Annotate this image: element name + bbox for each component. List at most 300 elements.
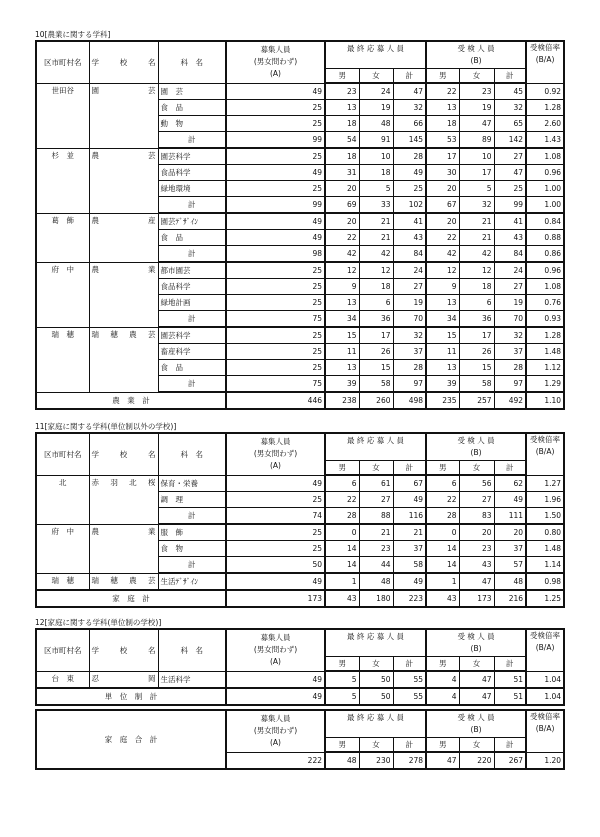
school-name: 瑞穂農芸: [91, 575, 156, 585]
applicants-total-cell: 84: [393, 246, 426, 263]
quota-cell: 25: [226, 181, 325, 197]
school-name: 農業: [91, 264, 156, 274]
section-title: 10[農業に関する学科]: [35, 30, 111, 39]
applicants-male-cell: 69: [325, 197, 359, 214]
ward-cell: 世田谷: [36, 83, 89, 148]
quota-header-line: (男女問わず): [253, 726, 298, 736]
quota-header-line: 募集人員: [260, 45, 291, 55]
applicants-male-cell: 15: [325, 327, 359, 344]
ratio-cell: 1.00: [526, 181, 564, 197]
ratio-cell: 0.84: [526, 213, 564, 230]
examinees-female-cell: 21: [459, 213, 494, 230]
applicants-female-cell: 33: [359, 197, 393, 214]
ratio-cell: 1.43: [526, 132, 564, 149]
quota-cell: 173: [226, 590, 325, 607]
examinees-total-cell: 37: [494, 541, 526, 557]
examinees-female-cell: 27: [459, 492, 494, 508]
examinees-male-cell: 6: [426, 475, 459, 492]
applicants-total-cell: 25: [393, 181, 426, 197]
column-header-ward: 区市町村名: [36, 433, 89, 475]
quota-cell: 49: [226, 165, 325, 181]
subtotal-label: 計: [158, 508, 226, 525]
examinees-female-cell: 47: [459, 688, 494, 705]
section-title: 12[家庭に関する学科(単位制の学校)]: [35, 618, 162, 627]
total-row: [36, 392, 564, 409]
quota-cell: 25: [226, 327, 325, 344]
column-header-applicants-female: 女: [359, 69, 393, 84]
column-header-examinees-total: 計: [494, 657, 526, 672]
column-header-examinees-female: 女: [459, 69, 494, 84]
applicants-total-cell: 58: [393, 557, 426, 574]
column-header-examinees-total: 計: [494, 69, 526, 84]
column-header-examinees: [426, 710, 526, 738]
ratio-cell: 0.98: [526, 573, 564, 590]
ratio-cell: 1.28: [526, 327, 564, 344]
examinees-header-line: (B): [470, 448, 482, 457]
column-header-school: [89, 41, 158, 83]
applicants-total-cell: 278: [393, 752, 426, 769]
subtotal-label: 計: [158, 246, 226, 263]
applicants-total-cell: 24: [393, 262, 426, 279]
column-header-school-label: 学校名: [91, 645, 156, 655]
applicants-male-cell: 54: [325, 132, 359, 149]
ratio-cell: 1.08: [526, 279, 564, 295]
applicants-female-cell: 5: [359, 181, 393, 197]
table-row: [36, 83, 564, 100]
applicants-total-cell: 32: [393, 327, 426, 344]
column-header-applicants-total: 計: [393, 69, 426, 84]
examinees-total-cell: 45: [494, 83, 526, 100]
examinees-male-cell: 4: [426, 688, 459, 705]
applicants-male-cell: 48: [325, 752, 359, 769]
examinees-female-cell: 47: [459, 116, 494, 132]
applicants-total-cell: 43: [393, 230, 426, 246]
examinees-male-cell: 39: [426, 376, 459, 393]
examinees-header-line: (B): [470, 725, 482, 734]
applicants-female-cell: 17: [359, 327, 393, 344]
section-table-0: [35, 40, 565, 410]
applicants-male-cell: 9: [325, 279, 359, 295]
examinees-female-cell: 6: [459, 295, 494, 311]
column-header-examinees: [426, 433, 526, 461]
column-header-school: [89, 629, 158, 671]
subject-cell: 服 飾: [158, 524, 226, 541]
quota-cell: 446: [226, 392, 325, 409]
examinees-total-cell: 84: [494, 246, 526, 263]
column-header-applicants-female: 女: [359, 461, 393, 476]
column-header-examinees-female: 女: [459, 738, 494, 753]
column-header-examinees-male: 男: [426, 461, 459, 476]
examinees-total-cell: 48: [494, 573, 526, 590]
applicants-male-cell: 39: [325, 376, 359, 393]
column-header-examinees-male: 男: [426, 69, 459, 84]
table-row: [36, 671, 564, 688]
examinees-male-cell: 34: [426, 311, 459, 328]
subject-cell: 食品科学: [158, 165, 226, 181]
examinees-female-cell: 89: [459, 132, 494, 149]
subject-cell: 調 理: [158, 492, 226, 508]
school-name: 農業: [91, 526, 156, 536]
ratio-cell: 1.50: [526, 508, 564, 525]
applicants-female-cell: 44: [359, 557, 393, 574]
examinees-total-cell: 111: [494, 508, 526, 525]
school-name: 瑞穂農芸: [91, 329, 156, 339]
column-header-examinees-female: 女: [459, 657, 494, 672]
applicants-female-cell: 15: [359, 360, 393, 376]
examinees-female-cell: 20: [459, 524, 494, 541]
examinees-female-cell: 17: [459, 327, 494, 344]
examinees-male-cell: 28: [426, 508, 459, 525]
examinees-male-cell: 20: [426, 213, 459, 230]
examinees-male-cell: 42: [426, 246, 459, 263]
column-header-applicants: 最 終 応 募 人 員: [325, 433, 426, 461]
applicants-total-cell: 32: [393, 100, 426, 116]
examinees-male-cell: 47: [426, 752, 459, 769]
applicants-total-cell: 70: [393, 311, 426, 328]
column-header-examinees-female: 女: [459, 461, 494, 476]
column-header-applicants-female: 女: [359, 657, 393, 672]
examinees-total-cell: 41: [494, 213, 526, 230]
quota-header-line: (男女問わず): [253, 449, 298, 459]
applicants-female-cell: 26: [359, 344, 393, 360]
ratio-cell: 1.12: [526, 360, 564, 376]
examinees-male-cell: 15: [426, 327, 459, 344]
examinees-male-cell: 17: [426, 148, 459, 165]
applicants-total-cell: 28: [393, 360, 426, 376]
applicants-total-cell: 47: [393, 83, 426, 100]
header-row: [36, 41, 564, 69]
applicants-male-cell: 13: [325, 295, 359, 311]
ratio-header-line: (B/A): [535, 724, 555, 733]
total-row: [36, 590, 564, 607]
applicants-total-cell: 41: [393, 213, 426, 230]
applicants-total-cell: 116: [393, 508, 426, 525]
ratio-cell: 0.88: [526, 230, 564, 246]
ratio-cell: 0.96: [526, 262, 564, 279]
school-name: 農芸: [91, 150, 156, 160]
header-row: [36, 710, 564, 738]
ratio-cell: 1.08: [526, 148, 564, 165]
subtotal-label: 計: [158, 557, 226, 574]
column-header-quota: [226, 629, 325, 671]
column-header-applicants-male: 男: [325, 738, 359, 753]
examinees-male-cell: 13: [426, 100, 459, 116]
table-row: [36, 148, 564, 165]
school-name: 農産: [91, 215, 156, 225]
column-header-ratio: [526, 629, 564, 671]
applicants-male-cell: 5: [325, 688, 359, 705]
applicants-female-cell: 88: [359, 508, 393, 525]
applicants-male-cell: 18: [325, 116, 359, 132]
examinees-male-cell: 4: [426, 671, 459, 688]
ratio-cell: 0.96: [526, 165, 564, 181]
column-header-ratio: [526, 41, 564, 83]
quota-cell: 49: [226, 230, 325, 246]
applicants-total-cell: 102: [393, 197, 426, 214]
examinees-female-cell: 19: [459, 100, 494, 116]
column-header-applicants-male: 男: [325, 461, 359, 476]
column-header-applicants-total: 計: [393, 657, 426, 672]
examinees-female-cell: 56: [459, 475, 494, 492]
school-name: 赤羽北桜: [91, 477, 156, 487]
applicants-female-cell: 48: [359, 573, 393, 590]
school-cell: [89, 475, 158, 524]
subject-cell: 食品科学: [158, 279, 226, 295]
quota-header-line: (A): [270, 657, 281, 667]
total-label: 単 位 制 計: [36, 688, 226, 705]
applicants-female-cell: 91: [359, 132, 393, 149]
quota-header-line: (A): [270, 69, 281, 79]
ratio-cell: 1.25: [526, 590, 564, 607]
examinees-header-line: 受 検 人 員: [457, 713, 495, 722]
quota-cell: 25: [226, 279, 325, 295]
applicants-male-cell: 43: [325, 590, 359, 607]
examinees-female-cell: 47: [459, 671, 494, 688]
ratio-cell: 1.00: [526, 197, 564, 214]
applicants-total-cell: 55: [393, 671, 426, 688]
ratio-header-line: 受検倍率: [530, 712, 561, 721]
quota-cell: 50: [226, 557, 325, 574]
table-row: [36, 475, 564, 492]
quota-cell: 25: [226, 524, 325, 541]
examinees-female-cell: 36: [459, 311, 494, 328]
examinees-female-cell: 32: [459, 197, 494, 214]
grand-total-table: [35, 709, 565, 770]
examinees-total-cell: 24: [494, 262, 526, 279]
column-header-applicants-female: 女: [359, 738, 393, 753]
quota-cell: 98: [226, 246, 325, 263]
quota-cell: 25: [226, 492, 325, 508]
ratio-cell: 0.92: [526, 83, 564, 100]
applicants-female-cell: 19: [359, 100, 393, 116]
school-cell: [89, 327, 158, 392]
column-header-subject: 科 名: [158, 629, 226, 671]
section-table-1: [35, 432, 565, 608]
applicants-female-cell: 10: [359, 148, 393, 165]
ward-cell: 府 中: [36, 262, 89, 327]
applicants-male-cell: 18: [325, 148, 359, 165]
ratio-cell: 0.76: [526, 295, 564, 311]
table-row: [36, 213, 564, 230]
applicants-female-cell: 23: [359, 541, 393, 557]
column-header-ward: 区市町村名: [36, 41, 89, 83]
examinees-male-cell: 1: [426, 573, 459, 590]
column-header-applicants-male: 男: [325, 69, 359, 84]
ward-cell: 北: [36, 475, 89, 524]
table-row: [36, 573, 564, 590]
column-header-quota: [226, 41, 325, 83]
applicants-female-cell: 42: [359, 246, 393, 263]
applicants-female-cell: 21: [359, 230, 393, 246]
column-header-applicants-total: 計: [393, 461, 426, 476]
column-header-subject: 科 名: [158, 433, 226, 475]
applicants-total-cell: 49: [393, 492, 426, 508]
school-cell: [89, 213, 158, 262]
table-row: [36, 262, 564, 279]
school-name: 園芸: [91, 85, 156, 95]
column-header-school-label: 学校名: [91, 57, 156, 67]
examinees-female-cell: 23: [459, 83, 494, 100]
applicants-female-cell: 230: [359, 752, 393, 769]
ratio-header-line: 受検倍率: [530, 43, 561, 52]
ward-cell: 台 東: [36, 671, 89, 688]
applicants-male-cell: 31: [325, 165, 359, 181]
ratio-header-line: (B/A): [535, 55, 555, 64]
examinees-female-cell: 12: [459, 262, 494, 279]
applicants-male-cell: 5: [325, 671, 359, 688]
examinees-male-cell: 14: [426, 557, 459, 574]
quota-cell: 49: [226, 573, 325, 590]
examinees-male-cell: 235: [426, 392, 459, 409]
school-cell: [89, 262, 158, 327]
ratio-cell: 1.48: [526, 344, 564, 360]
examinees-male-cell: 18: [426, 116, 459, 132]
applicants-male-cell: 13: [325, 100, 359, 116]
ratio-cell: 1.48: [526, 541, 564, 557]
applicants-total-cell: 97: [393, 376, 426, 393]
ward-cell: 府 中: [36, 524, 89, 573]
applicants-male-cell: 238: [325, 392, 359, 409]
examinees-male-cell: 9: [426, 279, 459, 295]
examinees-male-cell: 11: [426, 344, 459, 360]
ratio-cell: 1.04: [526, 688, 564, 705]
ratio-cell: 1.28: [526, 100, 564, 116]
examinees-total-cell: 142: [494, 132, 526, 149]
examinees-total-cell: 27: [494, 148, 526, 165]
quota-cell: 49: [226, 671, 325, 688]
applicants-female-cell: 61: [359, 475, 393, 492]
applicants-total-cell: 55: [393, 688, 426, 705]
ratio-cell: 1.14: [526, 557, 564, 574]
examinees-header-line: (B): [470, 56, 482, 65]
examinees-female-cell: 26: [459, 344, 494, 360]
ratio-cell: 0.93: [526, 311, 564, 328]
examinees-total-cell: 32: [494, 100, 526, 116]
quota-cell: 75: [226, 311, 325, 328]
examinees-total-cell: 99: [494, 197, 526, 214]
ratio-cell: 1.29: [526, 376, 564, 393]
header-row: [36, 629, 564, 657]
ratio-cell: 0.80: [526, 524, 564, 541]
quota-cell: 25: [226, 344, 325, 360]
examinees-header-line: 受 検 人 員: [457, 44, 495, 53]
subject-cell: 食 品: [158, 230, 226, 246]
examinees-total-cell: 51: [494, 688, 526, 705]
applicants-total-cell: 223: [393, 590, 426, 607]
ward-cell: 瑞 穂: [36, 327, 89, 392]
subject-cell: 園芸科学: [158, 148, 226, 165]
examinees-female-cell: 257: [459, 392, 494, 409]
examinees-total-cell: 20: [494, 524, 526, 541]
examinees-female-cell: 47: [459, 573, 494, 590]
column-header-applicants-male: 男: [325, 657, 359, 672]
quota-cell: 25: [226, 116, 325, 132]
column-header-applicants: 最 終 応 募 人 員: [325, 629, 426, 657]
applicants-total-cell: 498: [393, 392, 426, 409]
examinees-female-cell: 173: [459, 590, 494, 607]
examinees-female-cell: 23: [459, 541, 494, 557]
applicants-male-cell: 20: [325, 181, 359, 197]
examinees-female-cell: 220: [459, 752, 494, 769]
applicants-female-cell: 6: [359, 295, 393, 311]
applicants-female-cell: 24: [359, 83, 393, 100]
applicants-total-cell: 19: [393, 295, 426, 311]
school-cell: [89, 148, 158, 213]
ratio-header-line: (B/A): [535, 447, 555, 456]
ratio-cell: 2.60: [526, 116, 564, 132]
subject-cell: 園芸ﾃﾞｻﾞｲﾝ: [158, 213, 226, 230]
applicants-male-cell: 42: [325, 246, 359, 263]
examinees-header-line: 受 検 人 員: [457, 632, 495, 641]
column-header-quota: [226, 710, 325, 752]
examinees-total-cell: 19: [494, 295, 526, 311]
subject-cell: 食 品: [158, 100, 226, 116]
ward-cell: 葛 飾: [36, 213, 89, 262]
examinees-total-cell: 57: [494, 557, 526, 574]
applicants-total-cell: 28: [393, 148, 426, 165]
quota-cell: 49: [226, 688, 325, 705]
subtotal-label: 計: [158, 132, 226, 149]
examinees-total-cell: 97: [494, 376, 526, 393]
subject-cell: 緑地計画: [158, 295, 226, 311]
quota-header-line: (A): [270, 738, 281, 748]
examinees-male-cell: 20: [426, 181, 459, 197]
column-header-examinees: [426, 41, 526, 69]
column-header-quota: [226, 433, 325, 475]
column-header-school-label: 学校名: [91, 449, 156, 459]
applicants-male-cell: 6: [325, 475, 359, 492]
ward-cell: 杉 並: [36, 148, 89, 213]
applicants-female-cell: 21: [359, 524, 393, 541]
examinees-header-line: (B): [470, 644, 482, 653]
quota-cell: 25: [226, 148, 325, 165]
applicants-male-cell: 34: [325, 311, 359, 328]
applicants-female-cell: 12: [359, 262, 393, 279]
ratio-cell: 1.96: [526, 492, 564, 508]
examinees-female-cell: 10: [459, 148, 494, 165]
examinees-total-cell: 70: [494, 311, 526, 328]
examinees-male-cell: 53: [426, 132, 459, 149]
ratio-cell: 1.04: [526, 671, 564, 688]
examinees-total-cell: 27: [494, 279, 526, 295]
applicants-total-cell: 67: [393, 475, 426, 492]
quota-header-line: 募集人員: [260, 633, 291, 643]
quota-header-line: (A): [270, 461, 281, 471]
subtotal-label: 計: [158, 311, 226, 328]
applicants-total-cell: 37: [393, 344, 426, 360]
applicants-male-cell: 22: [325, 492, 359, 508]
column-header-examinees: [426, 629, 526, 657]
column-header-examinees-male: 男: [426, 738, 459, 753]
applicants-female-cell: 260: [359, 392, 393, 409]
quota-header-line: 募集人員: [260, 714, 291, 724]
column-header-school: [89, 433, 158, 475]
quota-cell: 99: [226, 197, 325, 214]
applicants-female-cell: 180: [359, 590, 393, 607]
applicants-male-cell: 20: [325, 213, 359, 230]
ward-cell: 瑞 穂: [36, 573, 89, 590]
quota-cell: 74: [226, 508, 325, 525]
grand-total-label: 家 庭 合 計: [36, 710, 226, 769]
examinees-female-cell: 42: [459, 246, 494, 263]
quota-header-line: 募集人員: [260, 437, 291, 447]
examinees-total-cell: 216: [494, 590, 526, 607]
examinees-total-cell: 51: [494, 671, 526, 688]
total-label: 家 庭 計: [36, 590, 226, 607]
quota-cell: 222: [226, 752, 325, 769]
applicants-male-cell: 23: [325, 83, 359, 100]
applicants-total-cell: 27: [393, 279, 426, 295]
